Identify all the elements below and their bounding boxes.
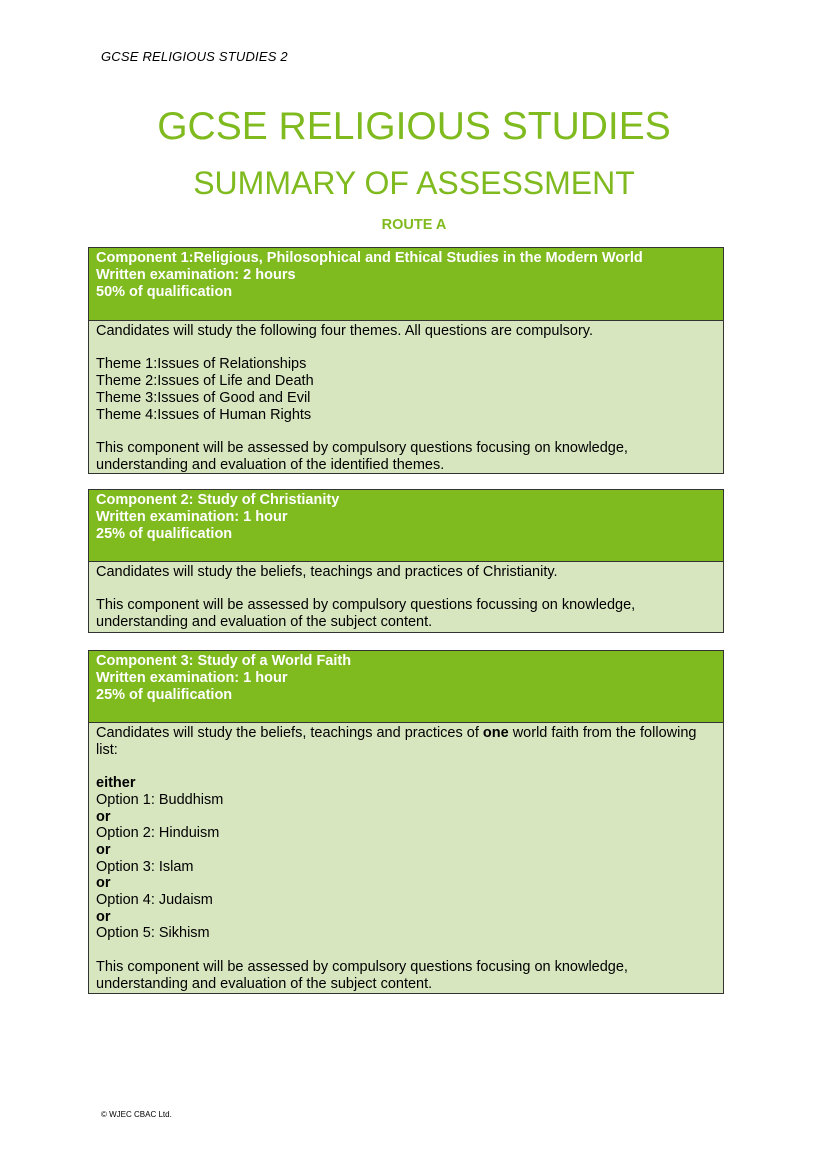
or-label: or bbox=[96, 808, 111, 825]
theme-2: Theme 2:Issues of Life and Death bbox=[96, 373, 314, 390]
option-1: Option 1: Buddhism bbox=[96, 791, 224, 808]
option-3: Option 3: Islam bbox=[96, 858, 194, 875]
copyright-footer: © WJEC CBAC Ltd. bbox=[101, 1110, 172, 1119]
option-2: Option 2: Hinduism bbox=[96, 825, 220, 842]
component-3-exam: Written examination: 1 hour bbox=[96, 670, 288, 686]
page-title: GCSE RELIGIOUS STUDIES bbox=[157, 105, 671, 148]
component-2-heading: Component 2: Study of Christianity bbox=[96, 492, 340, 508]
theme-1: Theme 1:Issues of Relationships bbox=[96, 356, 307, 373]
component-3-heading: Component 3: Study of a World Faith bbox=[96, 653, 352, 669]
page-subtitle: SUMMARY OF ASSESSMENT bbox=[193, 165, 635, 201]
component-3-assessment: This component will be assessed by compulsory questions focusing on knowledge, understanding and evaluation of the subject content. bbox=[96, 958, 628, 992]
theme-4: Theme 4:Issues of Human Rights bbox=[96, 406, 312, 423]
running-header: GCSE RELIGIOUS STUDIES 2 bbox=[101, 49, 288, 64]
component-3-box bbox=[88, 650, 724, 994]
component-2-assessment: This component will be assessed by compulsory questions focussing on knowledge, understanding and evaluation of the subject content. bbox=[96, 597, 636, 631]
or-label: or bbox=[96, 908, 111, 925]
component-1-heading: Component 1:Religious, Philosophical and Ethical Studies in the Modern World bbox=[96, 250, 643, 266]
component-1-intro: Candidates will study the following four themes. All questions are compulsory. bbox=[96, 323, 594, 339]
option-5: Option 5: Sikhism bbox=[96, 925, 210, 942]
component-2-box bbox=[88, 489, 724, 633]
component-1-box bbox=[88, 247, 724, 474]
theme-3: Theme 3:Issues of Good and Evil bbox=[96, 389, 311, 406]
component-2-weight: 25% of qualification bbox=[96, 526, 233, 542]
component-3-body bbox=[89, 723, 723, 992]
component-1-weight: 50% of qualification bbox=[96, 284, 233, 300]
component-1-assessment: This component will be assessed by compulsory questions focusing on knowledge, understanding and evaluation of the identified themes. bbox=[96, 439, 628, 473]
component-3-intro: Candidates will study the beliefs, teachings and practices of one world faith from the following list: bbox=[96, 725, 697, 758]
component-3-weight: 25% of qualification bbox=[96, 687, 233, 703]
component-1-body bbox=[89, 321, 723, 473]
or-label: or bbox=[96, 841, 111, 858]
component-2-header bbox=[89, 490, 723, 562]
component-1-header bbox=[89, 248, 723, 321]
either-label: either bbox=[96, 775, 136, 792]
component-1-exam: Written examination: 2 hours bbox=[96, 267, 296, 283]
option-4: Option 4: Judaism bbox=[96, 892, 213, 909]
component-2-intro: Candidates will study the beliefs, teachings and practices of Christianity. bbox=[96, 564, 558, 580]
or-label: or bbox=[96, 875, 111, 892]
component-2-exam: Written examination: 1 hour bbox=[96, 509, 288, 525]
component-2-body bbox=[89, 562, 723, 631]
component-3-header bbox=[89, 651, 723, 723]
route-label: ROUTE A bbox=[381, 217, 447, 233]
